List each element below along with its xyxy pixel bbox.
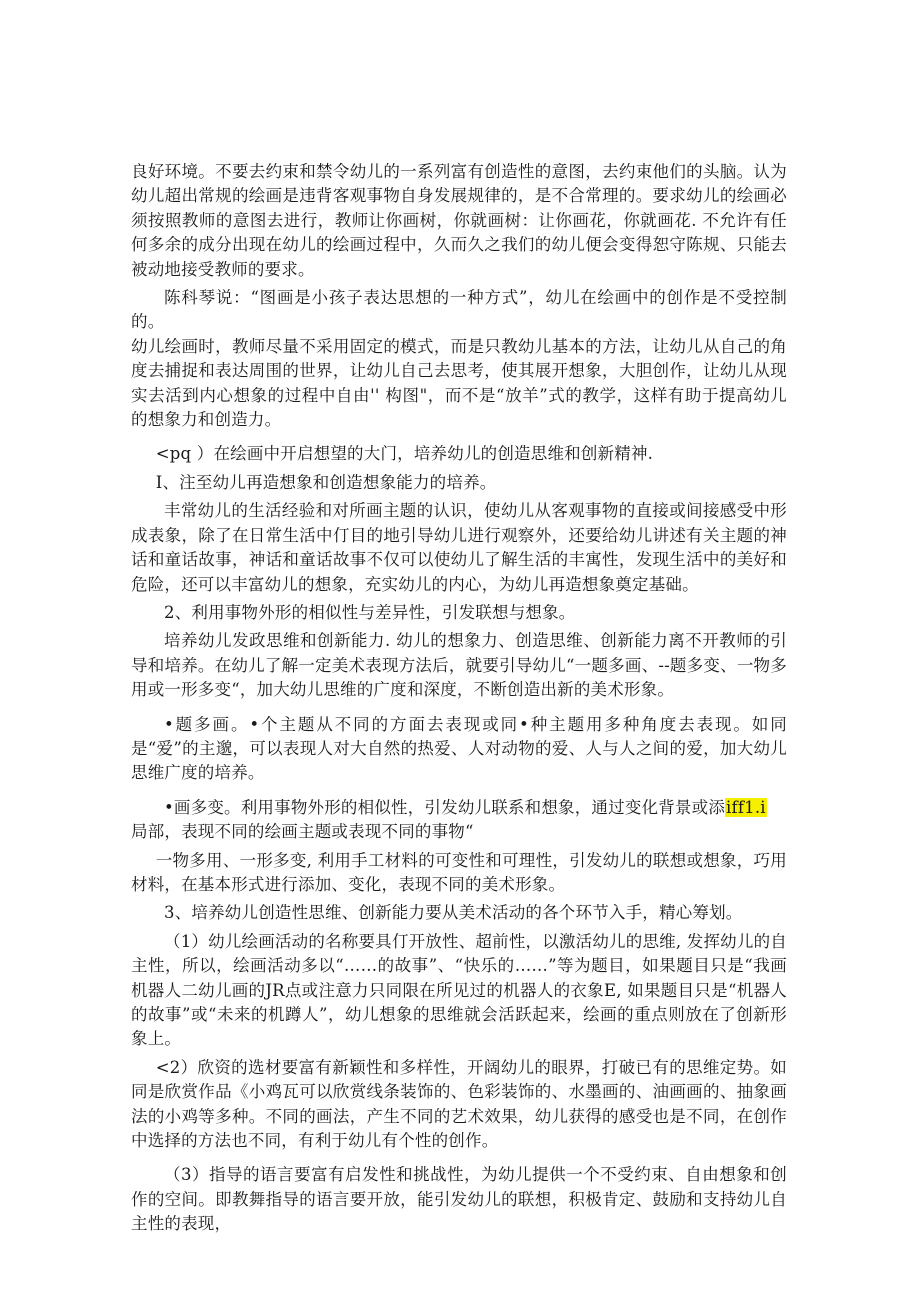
paragraph-3: 幼儿绘画时，教师尽量不采用固定的模式，而是只教幼儿基本的方法，让幼儿从自己的角度去捕捉和表达周围的世界，让幼儿自己去思考，使其展开想象，大胆创作，让幼儿从现实去活到内心想象的过程中自由'' 构图"，而不是“放羊”式的教学，这样有助于提高幼儿的想象力和创造力。 bbox=[131, 336, 787, 430]
paragraph-2: 陈科琴说：“图画是小孩子表达思想的一种方式”，幼儿在绘画中的创作是不受控制的。 bbox=[131, 288, 787, 332]
document-body bbox=[131, 160, 787, 1237]
paragraph-1: 良好环境。不要去约束和禁令幼儿的一系列富有创造性的意图，去约束他们的头脑。认为幼儿超出常规的绘画是违背客观事物自身发展规律的，是不合常理的。要求幼儿的绘画必须按照教师的意图去进行，教师让你画树，你就画树：让你画花，你就画花. 不允许有任何多余的成分出现在幼儿的绘画过程中，久而久之我们的幼儿便会变得恕守陈规、只能去被动地接受教师的要求。 bbox=[131, 162, 787, 279]
paragraph-8: 培养幼儿发政思维和创新能力. 幼儿的想象力、创造思维、创新能力离不开教师的引导和培养。在幼儿了解一定美术表现方法后，就要引导幼儿“一题多画、--题多变、一物多用或一形多变“，加大幼儿思维的广度和深度，不断创造出新的美术形象。 bbox=[131, 631, 787, 700]
highlighted-text: iff1.i bbox=[726, 797, 766, 817]
subheading-2: 2、利用事物外形的相似性与差异性，引发联想与想象。 bbox=[164, 602, 576, 622]
paragraph-9: •题多画。•个主题从不同的方面去表现或同•种主题用多种角度去表现。如同是“爱”的主邈，可以表现人对大自然的热爱、人对动物的爱、人与人之间的爱，加大幼儿思维广度的培养。 bbox=[131, 714, 787, 783]
paragraph-11: 一物多用、一形多变, 利用手工材料的可变性和可理性，引发幼儿的联想或想象，巧用材料，在基本形式进行添加、变化，表现不同的美术形象。 bbox=[131, 850, 787, 894]
paragraph-6: 丰常幼儿的生活经验和对所画主题的认识，使幼儿从客观事物的直接或间接感受中形成表象，除了在日常生活中仃目的地引导幼儿进行观察外，还要给幼儿讲述有关主题的神话和童话故事，神话和童话故事不仅可以使幼儿了解生活的丰寓性，发现生活中的美好和危险，还可以丰富幼儿的想象，充实幼儿的内心，为幼儿再造想象奠定基础。 bbox=[131, 501, 787, 594]
subheading-3: 3、培养幼儿创造性思维、创新能力要从美术活动的各个环节入手，精心筹划。 bbox=[164, 903, 743, 923]
paragraph-10-tail: 局部，表现不同的绘画主题或表现不同的事物“ bbox=[131, 822, 474, 842]
paragraph-10-main: •画多变。利用事物外形的相似性，引发幼儿联系和想象，通过变化背景或添 bbox=[164, 797, 726, 817]
subheading-1: I、注至幼儿再造想象和创造想象能力的培养。 bbox=[155, 472, 497, 492]
section-heading-pq: <pq ）在绘画中开启想望的大门，培养幼儿的创造思维和创新精神. bbox=[155, 444, 654, 464]
paragraph-10 bbox=[131, 796, 787, 845]
paragraph-13: （1）幼儿绘画活动的名称要具仃开放性、超前性，以激活幼儿的思维, 发挥幼儿的自主性，所以，绘画活动多以“……的故事”、“快乐的……”等为题目，如果题目只是“我画机器人二幼儿画的JR点或注意力只同限在所见过的机器人的衣象E, 如果题目只是“机器人的故事”或“未来的机蹲人”，幼儿想象的思维就会活跃起来，绘画的重点则放在了创新形象上。 bbox=[131, 931, 787, 1049]
paragraph-14: <2）欣资的选材要富有新颖性和多样性，开阔幼儿的眼界，打破已有的思维定势。如同是欣赏作品《小鸡瓦可以欣赏线条装饰的、色彩装饰的、水墨画的、油画画的、抽象画法的小鸡等多种。不同的画法，产生不同的艺术效果，幼儿获得的感受也是不同，在创作中选择的方法也不同，有利于幼儿有个性的创作。 bbox=[131, 1057, 787, 1151]
paragraph-15: （3）指导的语言要富有启发性和挑战性，为幼儿提供一个不受约束、自由想象和创作的空间。即教舞指导的语言要开放，能引发幼儿的联想，积极肯定、鼓励和支持幼儿自主性的表现， bbox=[131, 1165, 787, 1234]
